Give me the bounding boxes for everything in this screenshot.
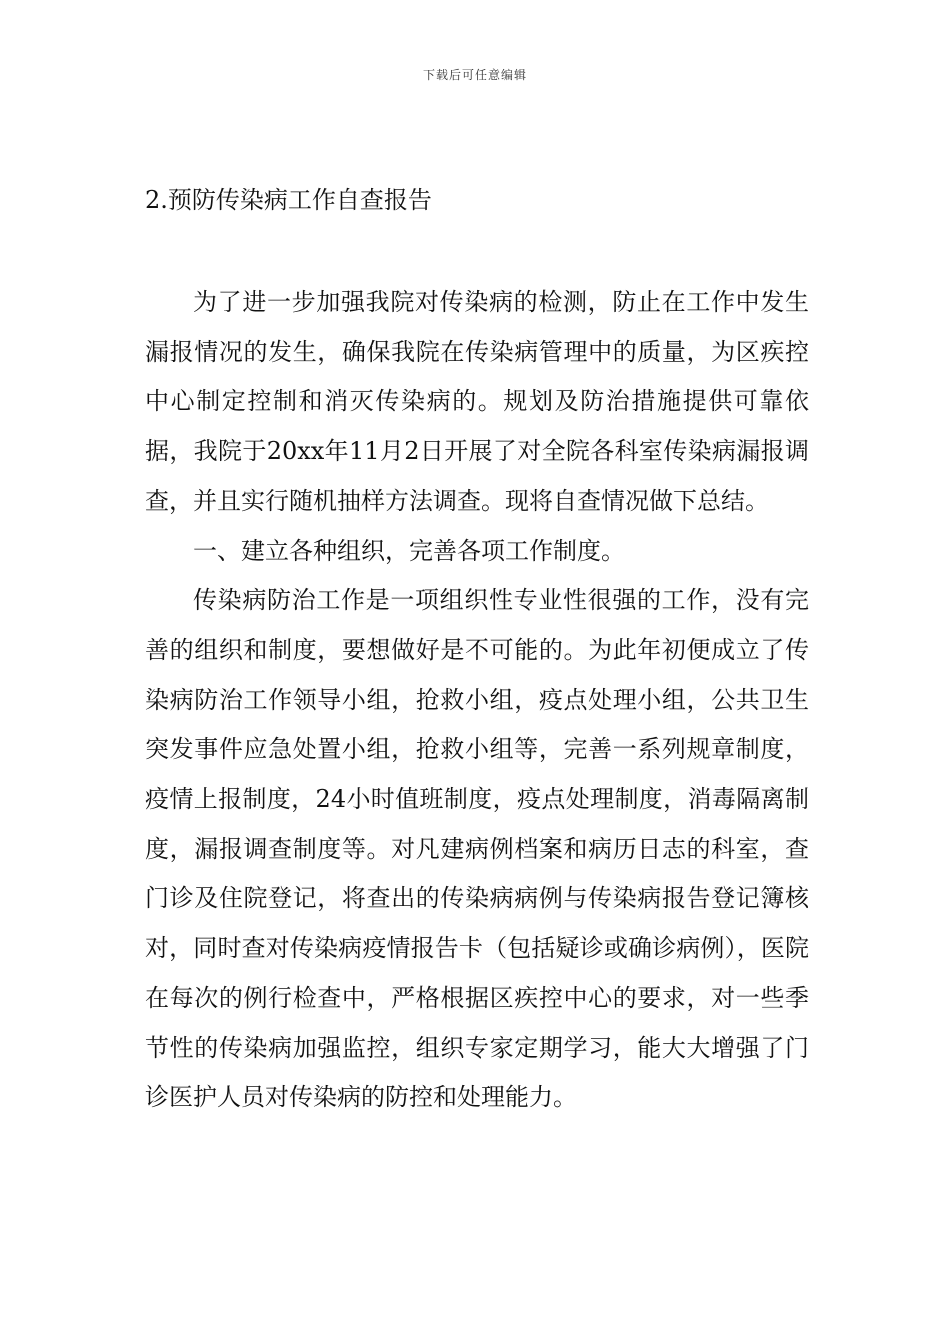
paragraph-section-heading: 一、建立各种组织，完善各项工作制度。 xyxy=(193,536,625,565)
paragraph-intro: 为了进一步加强我院对传染病的检测，防止在工作中发生漏报情况的发生，确保我院在传染病管理中的质量，为区疾控中心制定控制和消灭传染病的。规划及防治措施提供可靠依据，我院于20xx年11月2日开展了对全院各科室传染病漏报调查，并且实行随机抽样方法调查。现将自查情况做下总结。 xyxy=(145,288,809,515)
paragraph-organization: 传染病防治工作是一项组织性专业性很强的工作，没有完善的组织和制度，要想做好是不可能的。为此年初便成立了传染病防治工作领导小组，抢救小组，疫点处理小组，公共卫生突发事件应急处置小组，抢救小组等，完善一系列规章制度，疫情上报制度，24小时值班制度，疫点处理制度，消毒隔离制度，漏报调查制度等。对凡建病例档案和病历日志的科室，查门诊及住院登记，将查出的传染病病例与传染病报告登记簿核对，同时查对传染病疫情报告卡（包括疑诊或确诊病例），医院在每次的例行检查中，严格根据区疾控中心的要求，对一些季节性的传染病加强监控，组织专家定期学习，能大大增强了门诊医护人员对传染病的防控和处理能力。 xyxy=(145,586,809,1112)
page-header-note: 下载后可任意编辑 xyxy=(422,68,527,82)
document-body xyxy=(145,278,809,1123)
document-title: 2.预防传染病工作自查报告 xyxy=(145,186,432,214)
